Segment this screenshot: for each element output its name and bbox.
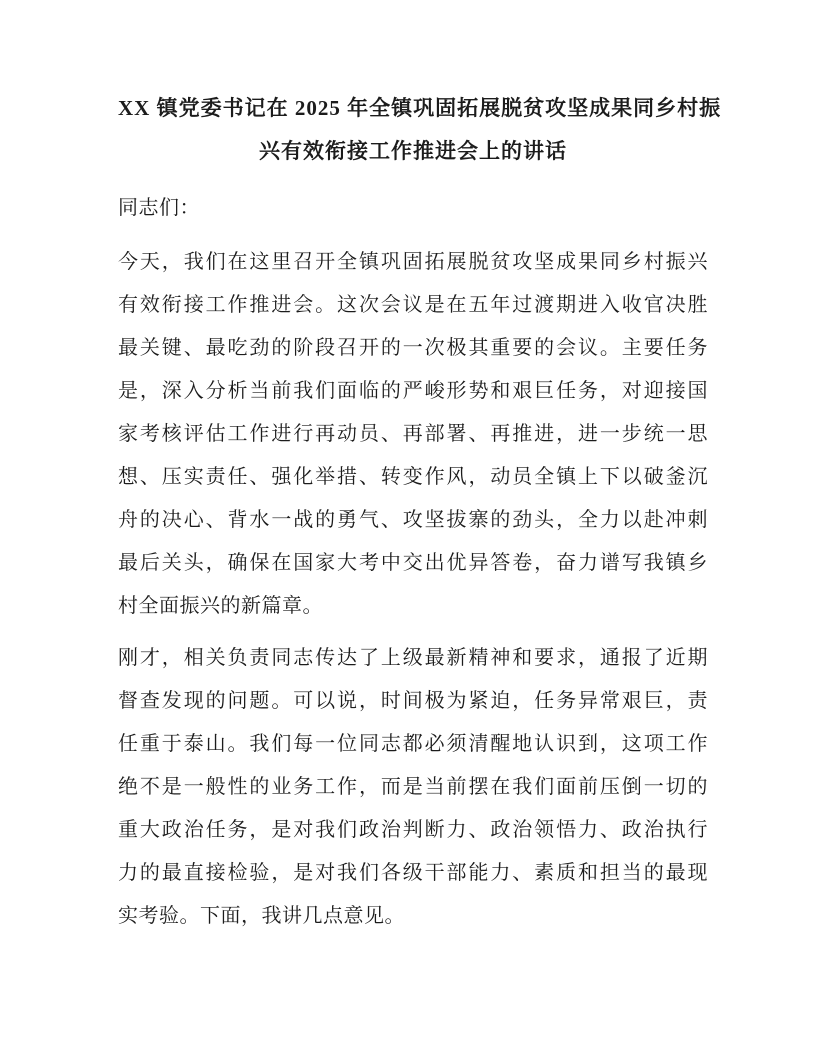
paragraph-line: 有效衔接工作推进会。这次会议是在五年过渡期进入收官决胜 — [118, 294, 708, 316]
paragraph — [118, 637, 708, 938]
paragraph-line: 实考验。下面，我讲几点意见。 — [118, 905, 405, 927]
salutation: 同志们： — [118, 197, 200, 219]
paragraph-line: 最后关头，确保在国家大考中交出优异答卷，奋力谱写我镇乡 — [118, 552, 708, 574]
paragraph-line: 村全面振兴的新篇章。 — [118, 595, 323, 617]
paragraph — [118, 241, 708, 628]
paragraph-line: 家考核评估工作进行再动员、再部署、再推进，进一步统一思 — [118, 423, 708, 445]
paragraph-line: 力的最直接检验，是对我们各级干部能力、素质和担当的最现 — [118, 862, 708, 884]
paragraph-line: 是，深入分析当前我们面临的严峻形势和艰巨任务，对迎接国 — [118, 380, 708, 402]
paragraph-line: 今天，我们在这里召开全镇巩固拓展脱贫攻坚成果同乡村振兴 — [118, 251, 708, 273]
document-title — [118, 87, 722, 173]
paragraph-line: 任重于泰山。我们每一位同志都必须清醒地认识到，这项工作 — [118, 733, 708, 755]
paragraph-line: 重大政治任务，是对我们政治判断力、政治领悟力、政治执行 — [118, 819, 708, 841]
paragraph-line: 刚才，相关负责同志传达了上级最新精神和要求，通报了近期 — [118, 647, 708, 669]
title-line-1: XX 镇党委书记在 2025 年全镇巩固拓展脱贫攻坚成果同乡村振 — [118, 96, 722, 120]
title-line-2: 兴有效衔接工作推进会上的讲话 — [259, 139, 567, 163]
paragraph-line: 舟的决心、背水一战的勇气、攻坚拔寨的劲头，全力以赴冲刺 — [118, 509, 708, 531]
paragraph-line: 督查发现的问题。可以说，时间极为紧迫，任务异常艰巨，责 — [118, 690, 708, 712]
paragraph-line: 最关键、最吃劲的阶段召开的一次极其重要的会议。主要任务 — [118, 337, 708, 359]
paragraphs-container — [118, 241, 708, 938]
paragraph-line: 想、压实责任、强化举措、转变作风，动员全镇上下以破釜沉 — [118, 466, 708, 488]
paragraph-line: 绝不是一般性的业务工作，而是当前摆在我们面前压倒一切的 — [118, 776, 708, 798]
